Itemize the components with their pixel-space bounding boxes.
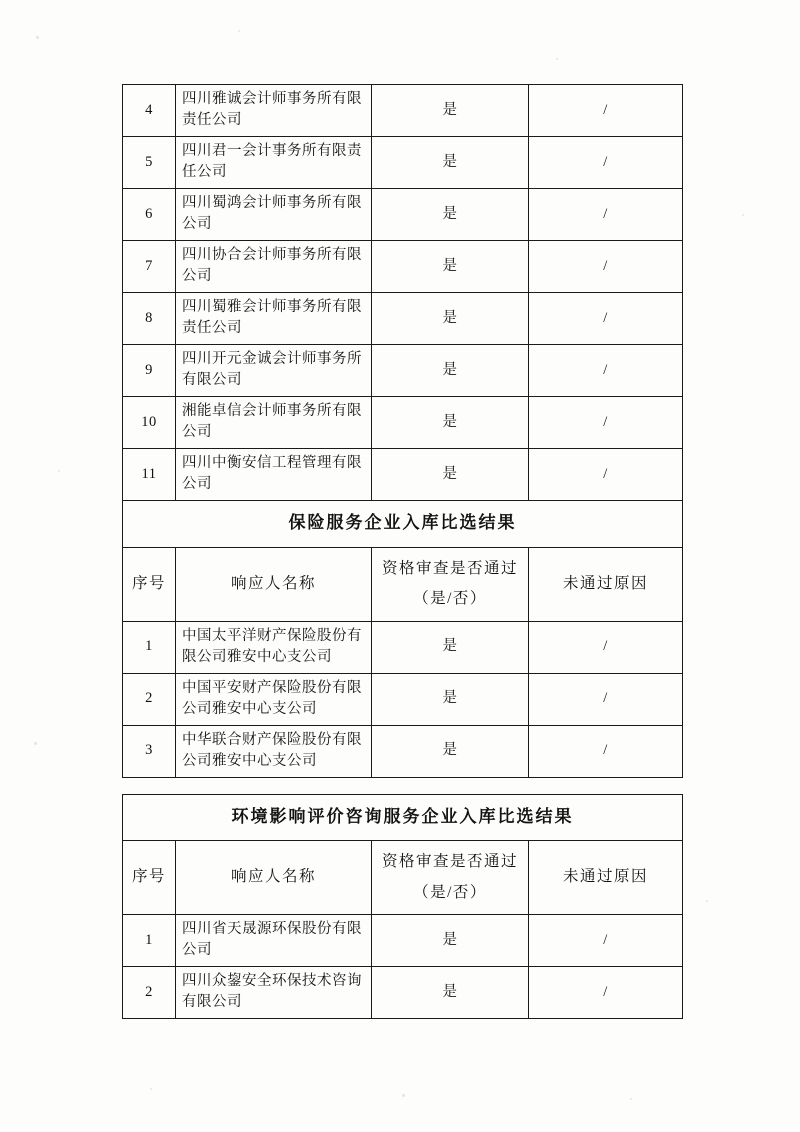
row-name: 四川协合会计师事务所有限公司 — [176, 241, 372, 293]
row-name: 中国平安财产保险股份有限公司雅安中心支公司 — [176, 673, 372, 725]
header-pass — [372, 547, 529, 621]
row-index: 11 — [123, 449, 176, 501]
row-pass: 是 — [372, 189, 529, 241]
scan-speck — [630, 1098, 632, 1100]
row-index: 10 — [123, 397, 176, 449]
row-index: 6 — [123, 189, 176, 241]
table-row — [123, 345, 683, 397]
row-pass: 是 — [372, 967, 529, 1019]
section-title-row — [123, 794, 683, 841]
row-index: 2 — [123, 673, 176, 725]
table-row — [123, 967, 683, 1019]
row-name: 四川雅诚会计师事务所有限责任公司 — [176, 85, 372, 137]
section-title: 环境影响评价咨询服务企业入库比选结果 — [123, 794, 683, 841]
row-reason: / — [529, 345, 683, 397]
header-pass-line2: （是/否） — [413, 590, 487, 608]
row-reason: / — [529, 621, 683, 673]
scan-speck — [742, 214, 744, 216]
row-name: 中国太平洋财产保险股份有限公司雅安中心支公司 — [176, 621, 372, 673]
scan-speck — [36, 36, 39, 39]
table-row — [123, 137, 683, 189]
row-reason: / — [529, 915, 683, 967]
scan-speck — [706, 900, 708, 902]
row-pass: 是 — [372, 449, 529, 501]
row-pass: 是 — [372, 915, 529, 967]
table-row — [123, 397, 683, 449]
row-pass: 是 — [372, 397, 529, 449]
header-name: 响应人名称 — [176, 547, 372, 621]
row-name: 四川君一会计事务所有限责任公司 — [176, 137, 372, 189]
row-name: 四川开元金诚会计师事务所有限公司 — [176, 345, 372, 397]
column-header-row — [123, 841, 683, 915]
row-index: 4 — [123, 85, 176, 137]
row-index: 5 — [123, 137, 176, 189]
row-reason: / — [529, 241, 683, 293]
row-pass: 是 — [372, 85, 529, 137]
header-pass-line1: 资格审查是否通过 — [381, 853, 518, 871]
section-title: 保险服务企业入库比选结果 — [123, 501, 683, 548]
row-index: 8 — [123, 293, 176, 345]
scan-speck — [34, 742, 37, 745]
row-pass: 是 — [372, 725, 529, 777]
table-row — [123, 915, 683, 967]
row-pass: 是 — [372, 293, 529, 345]
row-reason: / — [529, 449, 683, 501]
row-pass: 是 — [372, 673, 529, 725]
header-reason: 未通过原因 — [529, 547, 683, 621]
scan-speck — [58, 470, 60, 472]
table-row — [123, 621, 683, 673]
table-row — [123, 293, 683, 345]
row-reason: / — [529, 397, 683, 449]
results-table — [122, 84, 683, 1019]
row-name: 四川蜀雅会计师事务所有限责任公司 — [176, 293, 372, 345]
table-row — [123, 85, 683, 137]
row-index: 2 — [123, 967, 176, 1019]
row-pass: 是 — [372, 621, 529, 673]
table-row — [123, 241, 683, 293]
row-name: 湘能卓信会计师事务所有限公司 — [176, 397, 372, 449]
section-title-row — [123, 501, 683, 548]
row-reason: / — [529, 189, 683, 241]
table-row — [123, 673, 683, 725]
table-row — [123, 449, 683, 501]
row-index: 7 — [123, 241, 176, 293]
header-index — [123, 547, 176, 621]
row-pass: 是 — [372, 241, 529, 293]
header-pass-line2: （是/否） — [413, 883, 487, 901]
scan-speck — [238, 30, 240, 32]
row-reason: / — [529, 137, 683, 189]
scan-speck — [150, 1088, 152, 1090]
column-header-row — [123, 547, 683, 621]
header-reason: 未通过原因 — [529, 841, 683, 915]
table-gap — [123, 777, 683, 794]
row-reason: / — [529, 85, 683, 137]
row-index: 3 — [123, 725, 176, 777]
header-index — [123, 841, 176, 915]
row-pass: 是 — [372, 137, 529, 189]
header-index-line1: 序号 — [131, 574, 166, 592]
row-reason: / — [529, 293, 683, 345]
table-row — [123, 189, 683, 241]
row-reason: / — [529, 967, 683, 1019]
scan-speck — [556, 58, 558, 60]
table-row — [123, 725, 683, 777]
header-index-line1: 序号 — [131, 868, 166, 886]
row-name: 四川蜀鸿会计师事务所有限公司 — [176, 189, 372, 241]
header-name: 响应人名称 — [176, 841, 372, 915]
row-name: 四川省天晟源环保股份有限公司 — [176, 915, 372, 967]
row-index: 1 — [123, 621, 176, 673]
row-name: 四川中衡安信工程管理有限公司 — [176, 449, 372, 501]
row-reason: / — [529, 725, 683, 777]
header-pass-line1: 资格审查是否通过 — [381, 559, 518, 577]
header-pass — [372, 841, 529, 915]
row-name: 四川众鋆安全环保技术咨询有限公司 — [176, 967, 372, 1019]
row-pass: 是 — [372, 345, 529, 397]
row-index: 1 — [123, 915, 176, 967]
row-index: 9 — [123, 345, 176, 397]
row-reason: / — [529, 673, 683, 725]
scan-speck — [402, 1094, 405, 1097]
row-name: 中华联合财产保险股份有限公司雅安中心支公司 — [176, 725, 372, 777]
